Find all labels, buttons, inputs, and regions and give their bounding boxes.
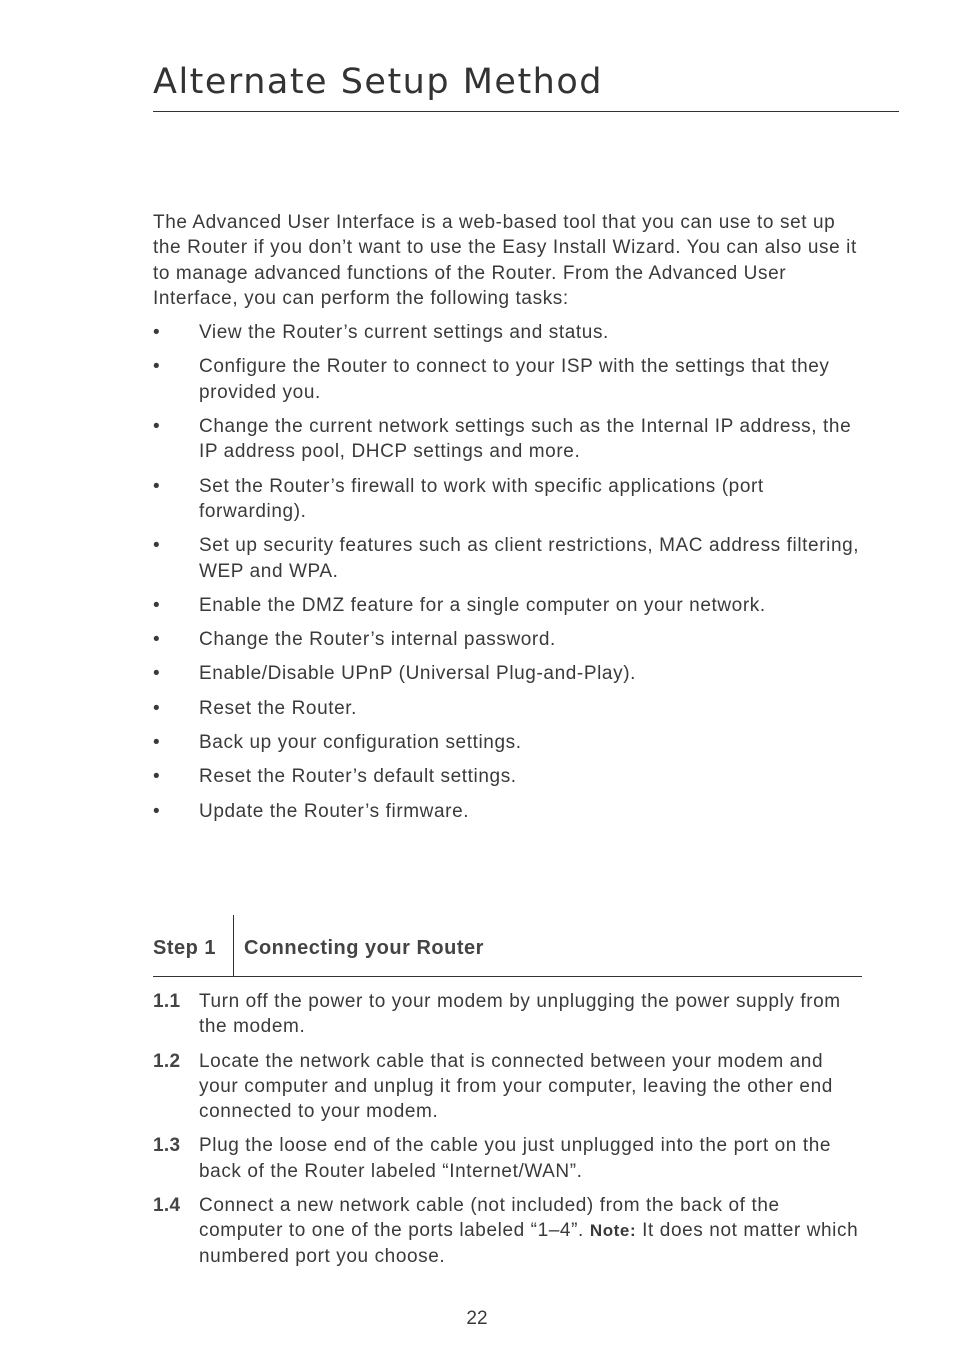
- step-number: 1.2: [153, 1050, 181, 1072]
- step-item: [153, 1133, 865, 1184]
- bullet-icon: •: [153, 663, 161, 685]
- list-item: [153, 627, 865, 652]
- step-title: Connecting your Router: [244, 937, 484, 959]
- list-item: [153, 730, 865, 755]
- list-item: [153, 533, 865, 584]
- step-text: Locate the network cable that is connected between your modem and your computer and unplug it from your computer, leaving the other end connected to your modem.: [199, 1050, 833, 1123]
- bullet-icon: •: [153, 766, 161, 788]
- list-item-text: Change the Router’s internal password.: [199, 629, 556, 651]
- bullet-icon: •: [153, 800, 161, 822]
- list-item-text: Reset the Router’s default settings.: [199, 766, 517, 788]
- list-item-text: Back up your configuration settings.: [199, 732, 522, 754]
- list-item: [153, 696, 865, 721]
- header-rule: [153, 111, 899, 112]
- bullet-icon: •: [153, 356, 161, 378]
- step-item: [153, 1193, 865, 1269]
- step-label: Step 1: [153, 937, 217, 959]
- main-content: [153, 210, 865, 833]
- list-item-text: Set the Router’s firewall to work with specific applications (port forwarding).: [199, 475, 764, 522]
- step-item: [153, 989, 865, 1040]
- list-item-text: Configure the Router to connect to your ISP with the settings that they provided you.: [199, 356, 830, 403]
- step-text: Turn off the power to your modem by unplugging the power supply from the modem.: [199, 991, 841, 1038]
- step-header: [153, 915, 862, 977]
- bullet-icon: •: [153, 732, 161, 754]
- task-list: [153, 320, 865, 824]
- bullet-icon: •: [153, 535, 161, 557]
- bullet-icon: •: [153, 416, 161, 438]
- list-item: [153, 661, 865, 686]
- step-number: 1.4: [153, 1195, 181, 1217]
- list-item-text: Set up security features such as client restrictions, MAC address filtering, WEP and WPA.: [199, 535, 860, 582]
- list-item: [153, 764, 865, 789]
- step-item: [153, 1049, 865, 1125]
- step-number: 1.1: [153, 991, 181, 1012]
- list-item-text: Update the Router’s firmware.: [199, 800, 470, 822]
- list-item-text: Change the current network settings such as the Internal IP address, the IP address pool, DHCP settings and more.: [199, 416, 852, 463]
- step-list: [153, 989, 865, 1278]
- list-item: [153, 414, 865, 465]
- bullet-icon: •: [153, 322, 161, 344]
- list-item-text: Enable/Disable UPnP (Universal Plug-and-Play).: [199, 663, 636, 685]
- step-divider: [233, 915, 234, 976]
- list-item-text: Reset the Router.: [199, 697, 358, 719]
- list-item-text: View the Router’s current settings and status.: [199, 322, 609, 344]
- bullet-icon: •: [153, 475, 161, 497]
- bullet-icon: •: [153, 629, 161, 651]
- intro-paragraph: The Advanced User Interface is a web-based tool that you can use to set up the Router if you don’t want to use the Easy Install Wizard. You can also use it to manage advanced functions of the Router. From the Advanced User Interface, you can perform the following tasks:: [153, 212, 857, 309]
- step-text: Connect a new network cable (not included) from the back of the computer to one of the ports labeled “1–4”.: [199, 1195, 780, 1242]
- bullet-icon: •: [153, 594, 161, 616]
- note-label: Note:: [589, 1221, 637, 1241]
- step-number: 1.3: [153, 1135, 181, 1157]
- page-number: 22: [466, 1308, 488, 1329]
- page-title: Alternate Setup Method: [153, 62, 603, 102]
- note-text: It does not matter which numbered port you choose.: [199, 1220, 859, 1267]
- list-item: [153, 354, 865, 405]
- list-item-text: Enable the DMZ feature for a single computer on your network.: [199, 594, 766, 616]
- bullet-icon: •: [153, 697, 161, 719]
- step-text: Plug the loose end of the cable you just unplugged into the port on the back of the Router labeled “Internet/WAN”.: [199, 1135, 832, 1182]
- list-item: [153, 799, 865, 824]
- list-item: [153, 320, 865, 345]
- list-item: [153, 474, 865, 525]
- list-item: [153, 593, 865, 618]
